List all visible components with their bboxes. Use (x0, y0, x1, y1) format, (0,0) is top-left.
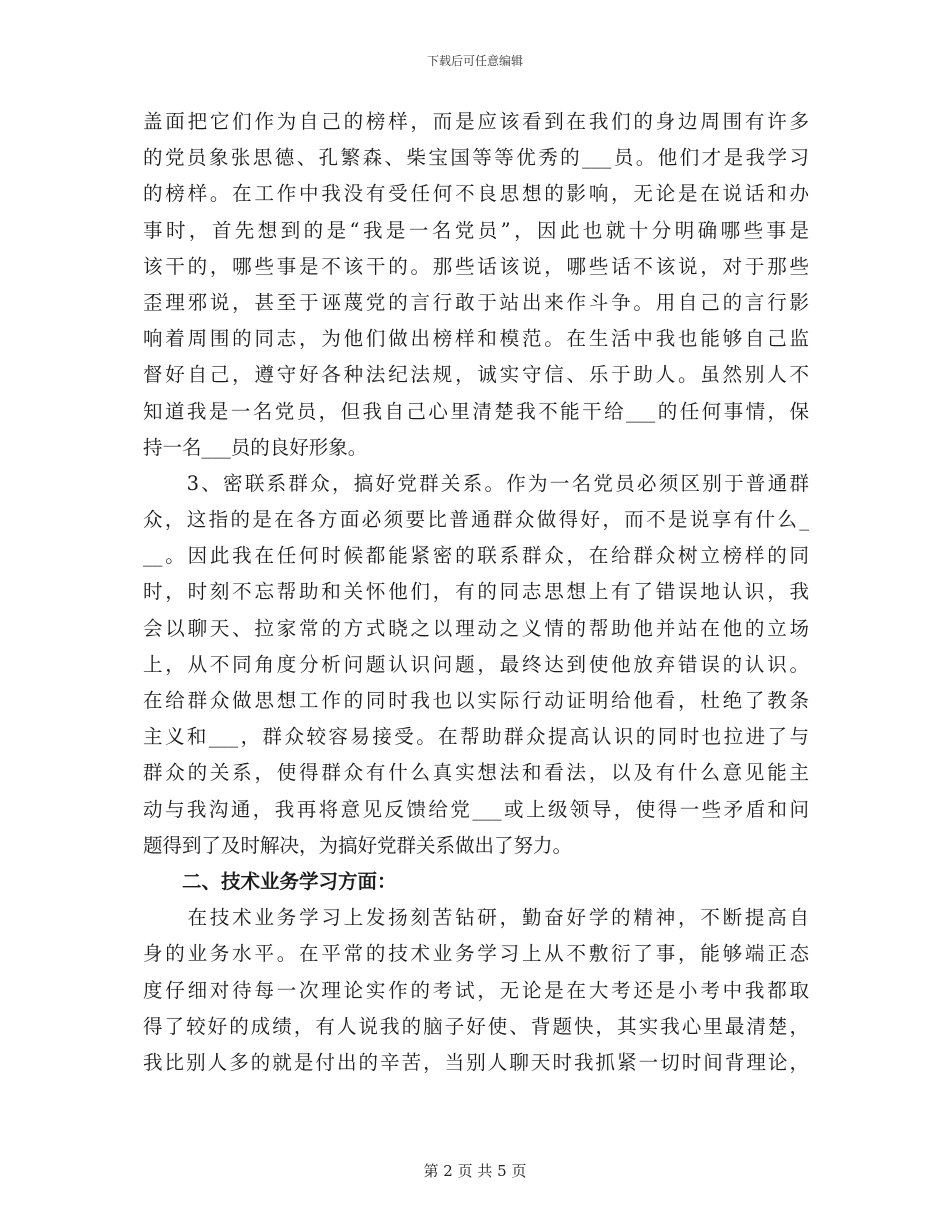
text-line: 主义和___，群众较容易接受。在帮助群众提高认识的同时也拉进了与 (143, 725, 809, 749)
text-line: 得了较好的成绩，有人说我的脑子好使、背题快，其实我心里最清楚， (143, 1014, 809, 1038)
text-line: 盖面把它们作为自己的榜样，而是应该看到在我们的身边周围有许多 (143, 110, 809, 133)
text-line: 该干的，哪些事是不该干的。那些话该说，哪些话不该说，对于那些 (143, 254, 809, 278)
text-line: 身的业务水平。在平常的技术业务学习上从不敷衍了事，能够端正态 (143, 942, 809, 966)
text-line: 会以聊天、拉家常的方式晓之以理动之义情的帮助他并站在他的立场 (143, 616, 809, 640)
text-line: 的榜样。在工作中我没有受任何不良思想的影响，无论是在说话和办 (143, 182, 809, 206)
text-line: 知道我是一名党员，但我自己心里清楚我不能干给___的任何事情，保 (143, 399, 809, 423)
text-line: 的党员象张思德、孔繁森、柴宝国等等优秀的___员。他们才是我学习 (143, 146, 809, 170)
text-line: 响着周围的同志，为他们做出榜样和模范。在生活中我也能够自己监 (143, 327, 809, 351)
text-line: 时，时刻不忘帮助和关怀他们，有的同志思想上有了错误地认识，我 (143, 580, 809, 604)
page-header: 下载后可任意编辑 (426, 54, 523, 68)
text-line: 我比别人多的就是付出的辛苦，当别人聊天时我抓紧一切时间背理论， (143, 1050, 809, 1074)
text-line: 在技术业务学习上发扬刻苦钻研，勤奋好学的精神，不断提高自 (143, 906, 809, 930)
text-line: 歪理邪说，甚至于诬蔑党的言行敢于站出来作斗争。用自己的言行影 (143, 290, 809, 314)
text-line: 上，从不同角度分析问题认识问题，最终达到使他放弃错误的认识。 (143, 652, 809, 676)
text-line: 动与我沟通，我再将意见反馈给党___或上级领导，使得一些矛盾和问 (143, 797, 809, 821)
document-body (143, 104, 809, 1081)
text-line: 题得到了及时解决，为搞好党群关系做出了努力。 (143, 833, 573, 857)
text-line: 事时，首先想到的是“我是一名党员”，因此也就十分明确哪些事是 (143, 218, 809, 242)
text-line: 持一名___员的良好形象。 (143, 435, 368, 459)
text-line: 督好自己，遵守好各种法纪法规，诚实守信、乐于助人。虽然别人不 (143, 363, 809, 387)
section-heading: 二、技术业务学习方面： (143, 869, 397, 893)
text-line: 度仔细对待每一次理论实作的考试，无论是在大考还是小考中我都取 (143, 978, 809, 1002)
text-line: 群众的关系，使得群众有什么真实想法和看法，以及有什么意见能主 (143, 761, 809, 785)
text-line: 在给群众做思想工作的同时我也以实际行动证明给他看，杜绝了教条 (143, 689, 809, 712)
text-line: 众，这指的是在各方面必须要比普通群众做得好，而不是说享有什么_ (143, 508, 809, 532)
text-line: 3、密联系群众，搞好党群关系。作为一名党员必须区别于普通群 (143, 471, 809, 495)
text-line: __。因此我在任何时候都能紧密的联系群众，在给群众树立榜样的同 (143, 544, 809, 568)
page-footer: 第 2 页 共 5 页 (423, 1162, 527, 1180)
